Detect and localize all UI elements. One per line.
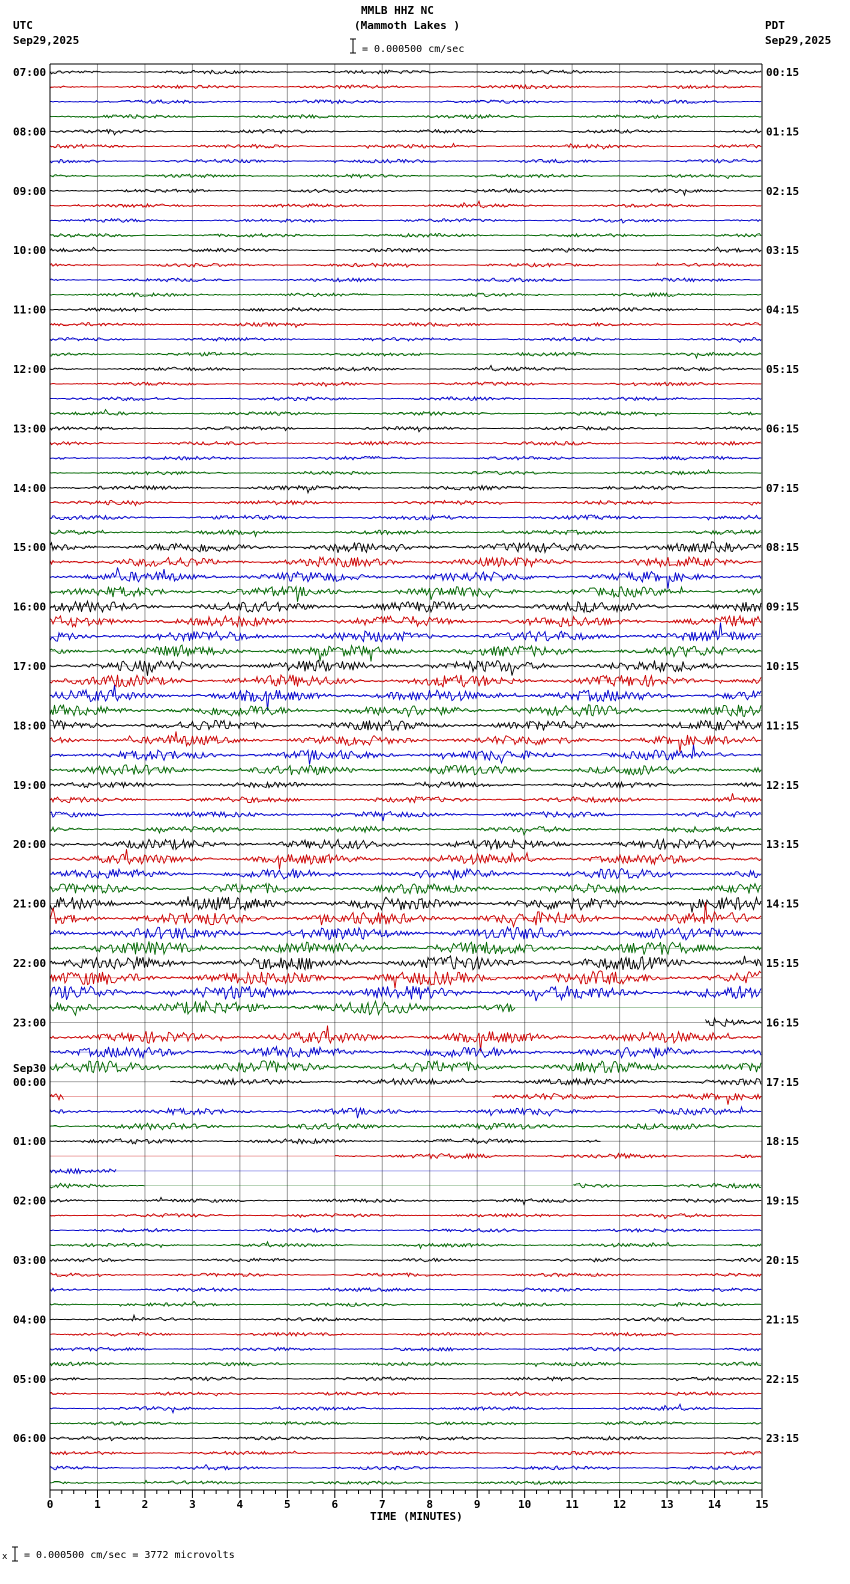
utc-hour-label: 17:00 xyxy=(13,660,47,673)
seismic-trace xyxy=(50,352,761,358)
pdt-hour-label: 13:15 xyxy=(766,838,800,852)
pdt-hour-label: 15:15 xyxy=(766,957,800,970)
seismic-trace xyxy=(50,1315,761,1321)
pdt-hour-label: 02:15 xyxy=(766,184,800,198)
seismic-trace xyxy=(50,827,761,835)
seismic-trace xyxy=(50,189,761,195)
pdt-hour-label: 04:15 xyxy=(766,303,800,317)
x-tick-label: 1 xyxy=(94,1498,101,1511)
pdt-hour-label: 05:15 xyxy=(766,363,800,376)
pdt-hour-label: 17:15 xyxy=(766,1075,800,1089)
utc-hour-label: 14:00 xyxy=(13,481,47,495)
trace-layer xyxy=(50,70,762,1484)
pdt-hour-label: 20:15 xyxy=(766,1254,800,1267)
seismic-trace xyxy=(50,486,761,493)
seismic-trace xyxy=(50,902,761,927)
seismic-trace xyxy=(50,623,761,642)
seismic-trace xyxy=(50,515,761,520)
seismic-trace xyxy=(50,278,761,282)
pdt-hour-label: 19:15 xyxy=(766,1194,800,1208)
seismic-trace xyxy=(50,1107,761,1118)
pdt-hour-label: 11:15 xyxy=(766,719,800,733)
x-tick-label: 10 xyxy=(518,1498,532,1511)
utc-hour-label: 01:00 xyxy=(13,1135,47,1149)
pdt-hour-label: 08:15 xyxy=(766,541,800,555)
utc-hour-label: 13:00 xyxy=(13,422,47,436)
x-tick-label: 13 xyxy=(660,1498,674,1511)
left-date: Sep29,2025 xyxy=(13,34,80,47)
seismic-trace xyxy=(50,971,761,988)
utc-hour-label: 15:00 xyxy=(13,541,47,555)
utc-hour-label: 05:00 xyxy=(13,1372,47,1386)
seismic-trace xyxy=(50,1436,761,1440)
seismic-trace xyxy=(50,660,761,676)
pdt-hour-label: 16:15 xyxy=(766,1016,800,1030)
label-layer xyxy=(13,66,799,1511)
seismic-trace xyxy=(706,1018,762,1026)
x-tick-label: 3 xyxy=(189,1498,196,1511)
station-location: (Mammoth Lakes ) xyxy=(354,19,460,32)
seismic-trace xyxy=(50,427,761,432)
utc-hour-label: 00:00 xyxy=(13,1075,47,1089)
utc-hour-label: 21:00 xyxy=(13,897,47,911)
pdt-hour-label: 23:15 xyxy=(766,1432,800,1446)
seismic-trace xyxy=(50,337,761,342)
seismic-trace xyxy=(50,732,761,753)
utc-hour-label: 02:00 xyxy=(13,1194,47,1208)
seismic-trace xyxy=(50,201,761,208)
utc-hour-label: 10:00 xyxy=(13,244,47,258)
footer-prefix: x xyxy=(2,1552,8,1562)
pdt-hour-label: 18:15 xyxy=(766,1135,800,1149)
seismic-trace xyxy=(50,410,761,416)
pdt-hour-label: 22:15 xyxy=(766,1372,800,1386)
utc-hour-label: 04:00 xyxy=(13,1313,47,1327)
seismic-trace xyxy=(50,1026,761,1052)
seismic-trace xyxy=(50,986,761,1001)
seismic-trace xyxy=(50,587,761,602)
seismic-trace xyxy=(50,1362,761,1366)
utc-hour-label: 08:00 xyxy=(13,125,47,139)
utc-hour-label: 16:00 xyxy=(13,600,47,614)
seismic-trace xyxy=(50,85,761,89)
seismic-trace xyxy=(50,470,761,475)
seismic-trace xyxy=(50,530,761,536)
utc-hour-label: 19:00 xyxy=(13,778,47,792)
seismic-trace xyxy=(50,1301,761,1306)
seismic-trace xyxy=(50,1197,761,1204)
seismic-trace xyxy=(50,366,761,371)
x-tick-label: 12 xyxy=(612,1498,627,1511)
x-tick-label: 9 xyxy=(473,1498,481,1511)
pdt-hour-label: 21:15 xyxy=(766,1313,800,1327)
seismic-trace xyxy=(50,247,761,252)
utc-hour-label: 11:00 xyxy=(13,303,47,317)
date-change-label: Sep30 xyxy=(13,1061,47,1075)
seismic-trace xyxy=(50,1093,761,1104)
seismic-trace xyxy=(50,812,761,822)
seismic-trace xyxy=(50,645,761,661)
seismic-trace xyxy=(50,130,761,135)
utc-hour-label: 09:00 xyxy=(13,184,47,198)
utc-hour-label: 03:00 xyxy=(13,1254,47,1267)
x-tick-label: 4 xyxy=(236,1498,244,1511)
seismic-trace xyxy=(50,382,761,386)
seismic-trace xyxy=(50,500,761,505)
pdt-hour-label: 06:15 xyxy=(766,422,800,436)
x-tick-label: 5 xyxy=(284,1498,291,1511)
x-tick-label: 11 xyxy=(565,1498,579,1511)
seismic-trace xyxy=(50,1001,515,1015)
station-title: MMLB HHZ NC xyxy=(361,4,434,17)
seismic-trace xyxy=(50,745,761,765)
seismic-trace xyxy=(50,219,761,223)
footer-scale-text: = 0.000500 cm/sec = 3772 microvolts xyxy=(24,1550,235,1561)
seismic-trace xyxy=(50,1214,761,1219)
seismic-trace xyxy=(50,685,761,710)
seismic-trace xyxy=(50,896,761,912)
seismic-trace xyxy=(50,1422,761,1426)
utc-hour-label: 23:00 xyxy=(13,1016,47,1030)
seismic-trace xyxy=(50,1465,761,1470)
right-date: Sep29,2025 xyxy=(765,34,832,47)
pdt-hour-label: 01:15 xyxy=(766,125,800,139)
utc-hour-label: 06:00 xyxy=(13,1432,47,1446)
x-tick-label: 14 xyxy=(707,1498,722,1511)
x-tick-label: 6 xyxy=(331,1498,339,1511)
pdt-hour-label: 12:15 xyxy=(766,778,800,792)
seismic-trace xyxy=(50,323,761,328)
grid-layer xyxy=(50,64,762,1490)
x-tick-label: 0 xyxy=(46,1498,54,1511)
utc-hour-label: 20:00 xyxy=(13,838,47,852)
x-tick-label: 15 xyxy=(755,1498,769,1511)
seismic-trace xyxy=(335,1154,761,1159)
pdt-hour-label: 10:15 xyxy=(766,660,800,673)
pdt-hour-label: 00:15 xyxy=(766,66,800,79)
utc-hour-label: 22:00 xyxy=(13,957,47,970)
left-timezone: UTC xyxy=(13,19,33,32)
pdt-hour-label: 03:15 xyxy=(766,244,800,258)
footer-scale-icon xyxy=(10,1546,20,1562)
x-tick-label: 2 xyxy=(141,1498,149,1511)
right-timezone: PDT xyxy=(765,19,785,32)
x-tick-label: 7 xyxy=(378,1498,386,1511)
seismic-trace xyxy=(50,568,761,589)
utc-hour-label: 07:00 xyxy=(13,66,47,79)
x-axis-label: TIME (MINUTES) xyxy=(370,1510,463,1523)
x-tick-label: 8 xyxy=(426,1498,434,1511)
pdt-hour-label: 09:15 xyxy=(766,600,800,614)
pdt-hour-label: 07:15 xyxy=(766,481,800,495)
scale-label: = 0.000500 cm/sec xyxy=(362,44,465,55)
utc-hour-label: 12:00 xyxy=(13,363,47,376)
utc-hour-label: 18:00 xyxy=(13,719,47,733)
seismic-trace xyxy=(50,174,761,178)
pdt-hour-label: 14:15 xyxy=(766,897,800,911)
seismic-trace xyxy=(50,793,761,802)
